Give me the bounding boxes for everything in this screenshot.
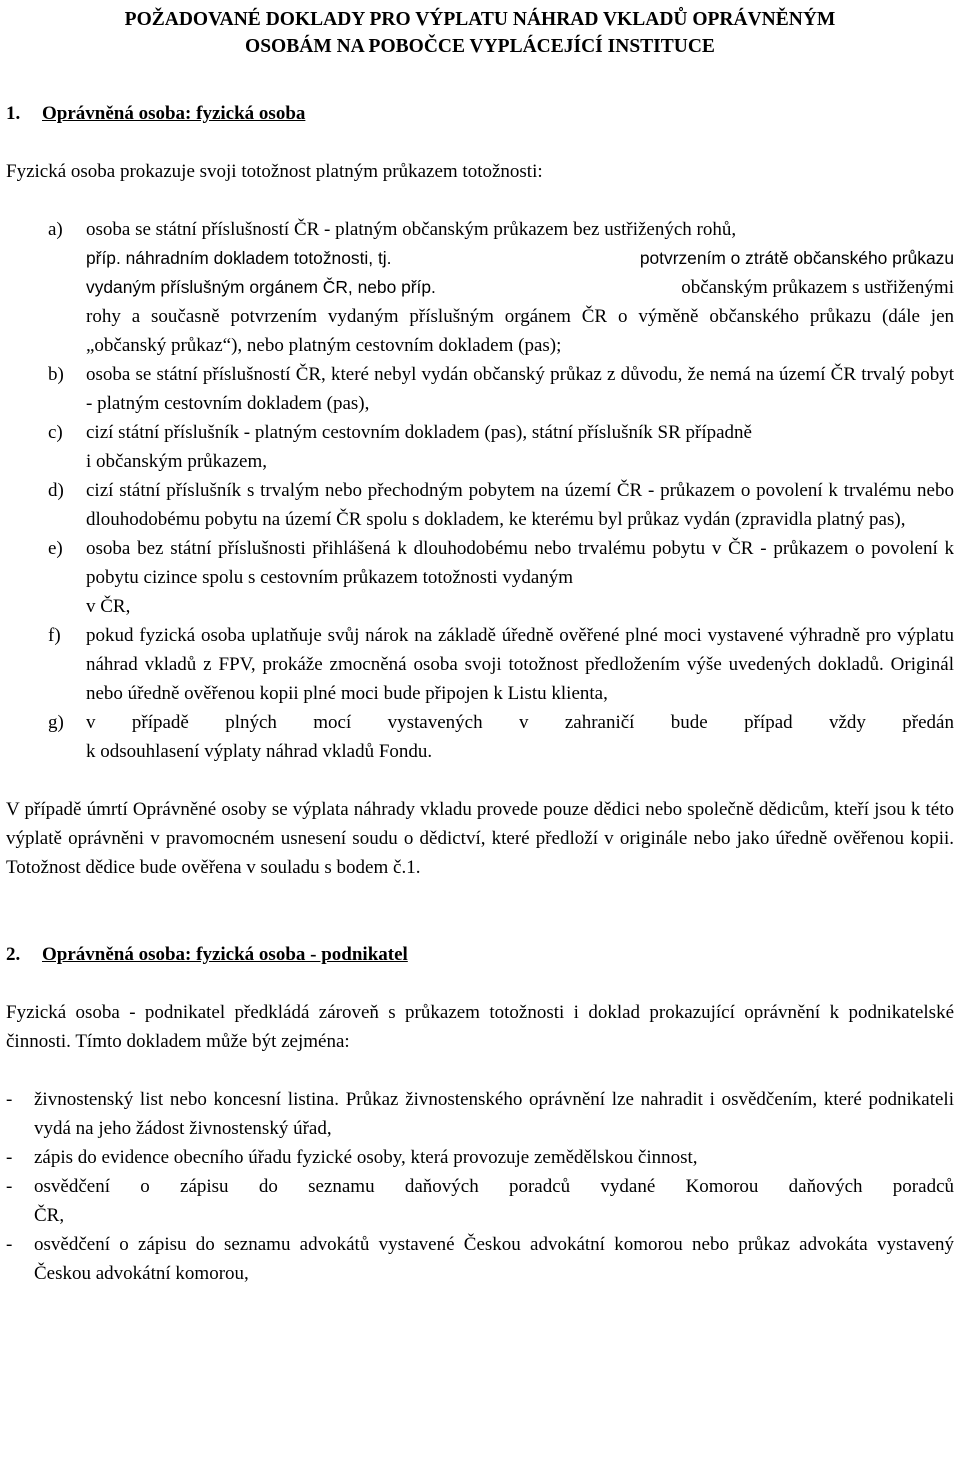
list-item-a-line-3 xyxy=(86,273,954,302)
list-marker: d) xyxy=(48,480,64,501)
section-2-heading xyxy=(6,940,954,969)
dash-item-1-text: živnostenský list nebo koncesní listina. Průkaz živnostenského oprávnění lze nahradit i osvědčením, které podnikateli vydá na jeho žádost živnostenský úřad, xyxy=(34,1089,954,1139)
list-item-e xyxy=(6,534,954,621)
list-item-a-line-2-right: potvrzením o ztrátě občanského průkazu xyxy=(639,248,954,268)
dash-item-4 xyxy=(6,1230,954,1288)
list-item-c-text-2: i občanským průkazem, xyxy=(86,451,267,472)
document-page xyxy=(6,6,954,1288)
list-item-g-text-2: k odsouhlasení výplaty náhrad vkladů Fondu. xyxy=(86,741,433,762)
dash-marker: - xyxy=(6,1147,13,1168)
document-title-line-1: POŽADOVANÉ DOKLADY PRO VÝPLATU NÁHRAD VKLADŮ OPRÁVNĚNÝM xyxy=(124,9,836,30)
section-2-number: 2. xyxy=(6,944,21,965)
list-marker: e) xyxy=(48,538,63,559)
list-item-g xyxy=(6,708,954,766)
list-item-a-line-3-left: vydaným příslušným orgánem ČR, nebo příp. xyxy=(86,277,436,297)
list-item-d-text: cizí státní příslušník s trvalým nebo přechodným pobytem na území ČR - průkazem o povolení k trvalému nebo dlouhodobému pobytu na území ČR spolu s dokladem, ke kterému byl průkaz vydán (zpravidla platný pas), xyxy=(86,480,954,530)
list-item-e-text: osoba bez státní příslušnosti přihlášená k dlouhodobému nebo trvalému pobytu v ČR - průkazem o povolení k pobytu cizince spolu s cestovním průkazem totožnosti vydaným xyxy=(86,538,954,588)
section-2-list xyxy=(6,1085,954,1288)
section-2-title: Oprávněná osoba: fyzická osoba - podnikatel xyxy=(42,944,408,965)
section-1-heading xyxy=(6,99,954,128)
list-item-a-line-1: osoba se státní příslušností ČR - platným občanským průkazem bez ustřižených rohů, xyxy=(86,219,737,240)
dash-item-3-text: osvědčení o zápisu do seznamu daňových poradců vydané Komorou daňových poradců xyxy=(34,1176,954,1197)
section-1-title: Oprávněná osoba: fyzická osoba xyxy=(42,103,306,124)
section-1-list xyxy=(6,215,954,766)
section-1-number: 1. xyxy=(6,103,21,124)
dash-item-2-text: zápis do evidence obecního úřadu fyzické osoby, která provozuje zemědělskou činnost, xyxy=(34,1147,698,1168)
list-item-b-text: osoba se státní příslušností ČR, které nebyl vydán občanský průkaz z důvodu, že nemá na území ČR trvalý pobyt - platným cestovním dokladem (pas), xyxy=(86,364,954,414)
dash-marker: - xyxy=(6,1176,13,1197)
list-item-a xyxy=(6,215,954,360)
section-2-intro: Fyzická osoba - podnikatel předkládá zároveň s průkazem totožnosti i doklad prokazující oprávnění k podnikatelské činnosti. Tímto dokladem může být zejména: xyxy=(6,1002,954,1052)
list-item-c-text: cizí státní příslušník - platným cestovním dokladem (pas), státní příslušník SR případně xyxy=(86,422,752,443)
list-item-g-text: v případě plných mocí vystavených v zahraničí bude případ vždy předán xyxy=(86,712,954,733)
list-item-a-line-3-right: občanským průkazem s ustřiženými xyxy=(681,277,954,298)
inheritance-paragraph: V případě úmrtí Oprávněné osoby se výplata náhrady vkladu provede pouze dědici nebo společně dědicům, kteří jsou k této výplatě oprávněni v pravomocném usnesení soudu o dědictví, které předloží v originále nebo jako úředně ověřenou kopii. Totožnost dědice bude ověřena v souladu s bodem č.1. xyxy=(6,799,954,878)
dash-item-3-text-2: ČR, xyxy=(34,1205,65,1226)
document-title xyxy=(6,6,954,60)
section-1-intro: Fyzická osoba prokazuje svoji totožnost platným průkazem totožnosti: xyxy=(6,161,543,182)
list-marker: a) xyxy=(48,219,63,240)
dash-item-1 xyxy=(6,1085,954,1143)
document-title-line-2: OSOBÁM NA POBOČCE VYPLÁCEJÍCÍ INSTITUCE xyxy=(245,36,715,57)
list-marker: b) xyxy=(48,364,64,385)
list-item-a-line-2-left: příp. náhradním dokladem totožnosti, tj. xyxy=(86,248,392,268)
list-item-c xyxy=(6,418,954,476)
list-item-f-text: pokud fyzická osoba uplatňuje svůj nárok na základě úředně ověřené plné moci vystavené výhradně pro výplatu náhrad vkladů z FPV, prokáže zmocněná osoba svoji totožnost předložením výše uvedených dokladů. Originál nebo úředně ověřenou kopii plné moci bude připojen k Listu klienta, xyxy=(86,625,954,704)
list-item-a-line-2 xyxy=(86,244,954,273)
list-item-d xyxy=(6,476,954,534)
list-marker: f) xyxy=(48,625,61,646)
dash-item-4-text: osvědčení o zápisu do seznamu advokátů vystavené Českou advokátní komorou nebo průkaz advokáta vystavený Českou advokátní komorou, xyxy=(34,1234,954,1284)
dash-marker: - xyxy=(6,1089,13,1110)
list-marker: c) xyxy=(48,422,63,443)
list-item-a-rest: rohy a současně potvrzením vydaným příslušným orgánem ČR o výměně občanského průkazu (dále jen „občanský průkaz“), nebo platným cestovním dokladem (pas); xyxy=(86,306,954,356)
list-item-e-text-2: v ČR, xyxy=(86,596,131,617)
list-item-b xyxy=(6,360,954,418)
dash-marker: - xyxy=(6,1234,13,1255)
dash-item-3 xyxy=(6,1172,954,1230)
list-marker: g) xyxy=(48,712,64,733)
list-item-f xyxy=(6,621,954,708)
dash-item-2 xyxy=(6,1143,954,1172)
